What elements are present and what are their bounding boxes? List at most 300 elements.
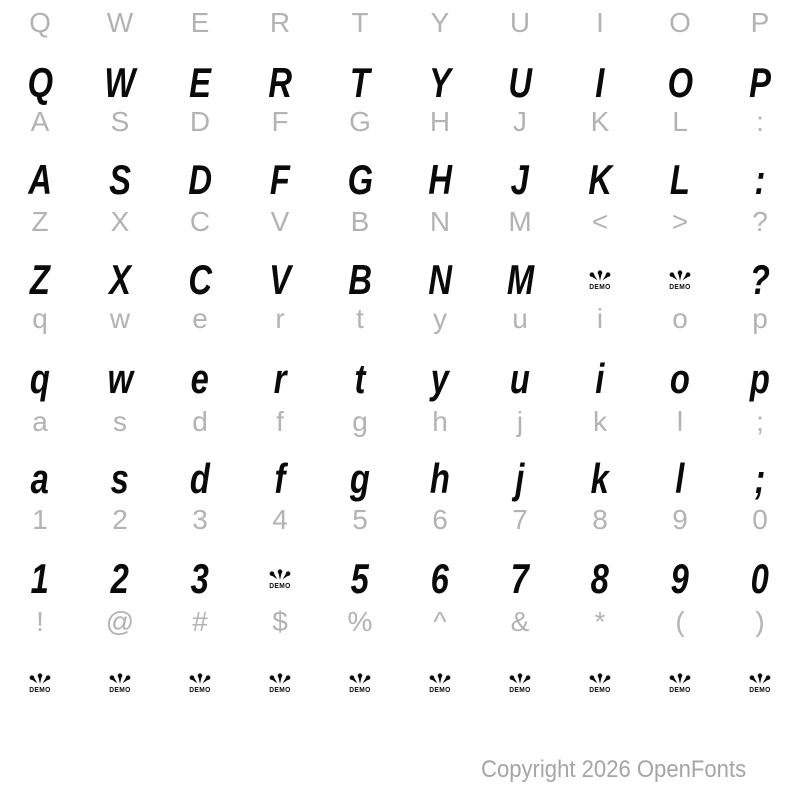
glyph-cell	[480, 354, 560, 404]
glyph: l	[676, 406, 684, 437]
glyph: C	[189, 206, 211, 237]
glyph: (	[675, 606, 685, 637]
glyph-cell	[80, 5, 160, 41]
glyph: e	[192, 303, 208, 334]
demo-ornament-icon	[267, 673, 293, 694]
glyph-cell	[160, 554, 240, 604]
glyph: g	[349, 455, 371, 502]
demo-label: DEMO	[669, 284, 691, 291]
glyph: r	[273, 355, 287, 402]
demo-label: DEMO	[269, 583, 291, 590]
glyph-cell	[560, 658, 640, 708]
glyph: R	[269, 7, 291, 38]
glyph: M	[508, 206, 532, 237]
glyph-cell	[0, 604, 80, 640]
demo-glyph-row	[0, 58, 800, 108]
glyph-cell	[720, 58, 800, 108]
glyph: ;	[756, 406, 764, 437]
glyph: T	[351, 7, 369, 38]
glyph-cell	[560, 502, 640, 538]
glyph-cell	[720, 658, 800, 708]
glyph-cell	[480, 58, 560, 108]
glyph: 4	[272, 504, 288, 535]
glyph-cell	[80, 204, 160, 240]
glyph: V	[270, 206, 290, 237]
glyph-cell	[640, 404, 720, 440]
glyph-cell	[640, 155, 720, 205]
glyph-cell	[80, 404, 160, 440]
glyph-cell	[80, 454, 160, 504]
glyph: t	[356, 303, 364, 334]
glyph: q	[29, 355, 51, 402]
glyph: Q	[27, 59, 53, 106]
glyph-cell	[0, 354, 80, 404]
glyph-cell	[160, 104, 240, 140]
glyph: P	[749, 59, 771, 106]
glyph-cell	[720, 204, 800, 240]
glyph: I	[596, 7, 604, 38]
glyph-cell	[480, 454, 560, 504]
glyph: H	[429, 106, 451, 137]
glyph: w	[107, 355, 133, 402]
glyph: :	[756, 106, 764, 137]
glyph-cell	[560, 604, 640, 640]
glyph: D	[189, 106, 211, 137]
glyph: 3	[192, 504, 208, 535]
demo-label: DEMO	[669, 687, 691, 694]
demo-glyph-row	[0, 454, 800, 504]
glyph: I	[595, 59, 605, 106]
glyph: J	[510, 156, 530, 203]
demo-ornament-icon	[107, 673, 133, 694]
glyph-cell	[480, 502, 560, 538]
glyph-cell	[480, 5, 560, 41]
glyph-cell	[400, 502, 480, 538]
glyph-cell	[560, 354, 640, 404]
glyph: 5	[352, 504, 368, 535]
glyph-cell	[480, 301, 560, 337]
glyph-cell	[480, 255, 560, 305]
glyph: U	[509, 7, 531, 38]
demo-ornament-icon	[587, 270, 613, 291]
glyph: ;	[754, 455, 766, 502]
glyph-cell	[320, 104, 400, 140]
glyph-cell	[160, 255, 240, 305]
glyph: V	[269, 256, 291, 303]
glyph-cell	[720, 155, 800, 205]
glyph-cell	[160, 354, 240, 404]
glyph-cell	[0, 404, 80, 440]
glyph-cell	[480, 104, 560, 140]
glyph: :	[754, 156, 766, 203]
demo-ornament-icon	[27, 673, 53, 694]
glyph: E	[190, 7, 210, 38]
demo-glyph-row	[0, 354, 800, 404]
glyph-cell	[240, 604, 320, 640]
glyph-cell	[160, 155, 240, 205]
glyph: p	[752, 303, 768, 334]
glyph: Q	[29, 7, 51, 38]
glyph-cell	[160, 5, 240, 41]
glyph-cell	[320, 658, 400, 708]
glyph: e	[190, 355, 210, 402]
glyph: >	[671, 206, 689, 237]
glyph-cell	[160, 454, 240, 504]
reference-glyph-row	[0, 404, 800, 440]
glyph: ^	[433, 606, 447, 637]
glyph-cell	[80, 354, 160, 404]
glyph-cell	[560, 104, 640, 140]
demo-glyph-row	[0, 554, 800, 604]
glyph-cell	[640, 454, 720, 504]
glyph-cell	[320, 404, 400, 440]
glyph-cell	[640, 554, 720, 604]
glyph-cell	[400, 58, 480, 108]
glyph: <	[591, 206, 609, 237]
glyph-cell	[560, 155, 640, 205]
glyph: o	[669, 355, 691, 402]
glyph-cell	[80, 58, 160, 108]
glyph: 5	[350, 555, 370, 602]
glyph-cell	[400, 204, 480, 240]
glyph-cell	[400, 5, 480, 41]
glyph-cell	[0, 658, 80, 708]
glyph-cell	[560, 301, 640, 337]
demo-ornament-icon	[187, 673, 213, 694]
glyph-cell	[560, 5, 640, 41]
glyph-cell	[240, 5, 320, 41]
glyph: s	[113, 406, 127, 437]
demo-ornament-icon	[507, 673, 533, 694]
glyph: G	[349, 106, 371, 137]
glyph: B	[350, 206, 370, 237]
glyph-cell	[560, 454, 640, 504]
demo-label: DEMO	[269, 687, 291, 694]
glyph: &	[510, 606, 530, 637]
reference-glyph-row	[0, 204, 800, 240]
glyph-cell	[480, 554, 560, 604]
glyph: F	[269, 156, 291, 203]
glyph-cell	[400, 301, 480, 337]
glyph: O	[669, 7, 691, 38]
glyph-cell	[640, 104, 720, 140]
glyph: o	[672, 303, 688, 334]
glyph-cell	[240, 255, 320, 305]
glyph: r	[275, 303, 285, 334]
glyph: E	[189, 59, 211, 106]
glyph: Y	[430, 7, 450, 38]
glyph-cell	[320, 502, 400, 538]
glyph: N	[429, 206, 451, 237]
glyph-cell	[240, 354, 320, 404]
glyph: u	[509, 355, 531, 402]
glyph-cell	[480, 204, 560, 240]
glyph: #	[192, 606, 208, 637]
demo-label: DEMO	[749, 687, 771, 694]
glyph: C	[188, 256, 212, 303]
reference-glyph-row	[0, 104, 800, 140]
glyph: R	[268, 59, 292, 106]
glyph: Z	[31, 206, 49, 237]
glyph-cell	[640, 5, 720, 41]
glyph: X	[110, 206, 130, 237]
glyph-cell	[560, 255, 640, 305]
glyph: P	[750, 7, 770, 38]
glyph-cell	[80, 155, 160, 205]
glyph-cell	[240, 58, 320, 108]
demo-ornament-icon	[587, 673, 613, 694]
demo-ornament-icon	[347, 673, 373, 694]
glyph: w	[109, 303, 131, 334]
glyph: j	[515, 455, 525, 502]
glyph: 3	[190, 555, 210, 602]
glyph-cell	[640, 604, 720, 640]
glyph-cell	[640, 502, 720, 538]
glyph: S	[109, 156, 131, 203]
glyph-cell	[0, 554, 80, 604]
glyph: M	[506, 256, 534, 303]
glyph: 0	[752, 504, 768, 535]
glyph: l	[675, 455, 685, 502]
glyph: k	[590, 455, 610, 502]
glyph: i	[596, 303, 604, 334]
glyph-cell	[560, 204, 640, 240]
glyph-cell	[640, 301, 720, 337]
glyph-cell	[0, 204, 80, 240]
glyph: 8	[592, 504, 608, 535]
glyph: 9	[672, 504, 688, 535]
demo-label: DEMO	[589, 284, 611, 291]
glyph-cell	[720, 454, 800, 504]
reference-glyph-row	[0, 502, 800, 538]
demo-glyph-row	[0, 155, 800, 205]
glyph-cell	[320, 604, 400, 640]
glyph-cell	[720, 604, 800, 640]
glyph-cell	[240, 658, 320, 708]
glyph-cell	[80, 301, 160, 337]
glyph: 8	[590, 555, 610, 602]
glyph: *	[594, 606, 606, 637]
glyph-cell	[320, 454, 400, 504]
glyph: y	[430, 355, 450, 402]
glyph-cell	[160, 604, 240, 640]
glyph-cell	[240, 301, 320, 337]
glyph-cell	[400, 658, 480, 708]
glyph: s	[110, 455, 130, 502]
reference-glyph-row	[0, 301, 800, 337]
glyph: H	[428, 156, 452, 203]
demo-glyph-row	[0, 658, 800, 708]
glyph-cell	[160, 204, 240, 240]
glyph: h	[429, 455, 451, 502]
reference-glyph-row	[0, 5, 800, 41]
demo-ornament-icon	[747, 673, 773, 694]
glyph-cell	[400, 454, 480, 504]
glyph: f	[274, 455, 286, 502]
glyph: @	[105, 606, 135, 637]
glyph-cell	[480, 658, 560, 708]
glyph-cell	[720, 301, 800, 337]
glyph: u	[512, 303, 528, 334]
glyph-cell	[720, 554, 800, 604]
glyph-cell	[640, 58, 720, 108]
glyph-cell	[0, 454, 80, 504]
glyph: O	[667, 59, 693, 106]
glyph-cell	[320, 301, 400, 337]
demo-label: DEMO	[349, 687, 371, 694]
glyph: S	[110, 106, 130, 137]
glyph-cell	[720, 354, 800, 404]
glyph: d	[189, 455, 211, 502]
glyph-cell	[240, 404, 320, 440]
glyph-cell	[80, 604, 160, 640]
glyph-cell	[720, 255, 800, 305]
glyph-cell	[480, 404, 560, 440]
glyph: A	[28, 156, 52, 203]
glyph-cell	[0, 502, 80, 538]
glyph-cell	[160, 58, 240, 108]
demo-glyph-row	[0, 255, 800, 305]
glyph-cell	[240, 502, 320, 538]
glyph: W	[104, 59, 136, 106]
glyph-cell	[320, 554, 400, 604]
glyph: 0	[750, 555, 770, 602]
glyph: !	[36, 606, 44, 637]
glyph: D	[188, 156, 212, 203]
glyph-cell	[160, 658, 240, 708]
glyph-cell	[640, 658, 720, 708]
glyph: 1	[30, 555, 50, 602]
glyph-cell	[0, 155, 80, 205]
glyph-cell	[560, 404, 640, 440]
glyph-cell	[400, 604, 480, 640]
glyph: f	[276, 406, 284, 437]
glyph-cell	[400, 554, 480, 604]
demo-ornament-icon	[427, 673, 453, 694]
demo-ornament-icon	[667, 270, 693, 291]
glyph: K	[588, 156, 612, 203]
glyph: t	[354, 355, 366, 402]
glyph: y	[433, 303, 447, 334]
glyph: $	[272, 606, 288, 637]
glyph-cell	[80, 554, 160, 604]
glyph-cell	[240, 454, 320, 504]
glyph-cell	[640, 255, 720, 305]
glyph: j	[516, 406, 524, 437]
glyph-cell	[560, 554, 640, 604]
glyph: Y	[429, 59, 451, 106]
glyph: 6	[432, 504, 448, 535]
glyph-cell	[720, 502, 800, 538]
demo-label: DEMO	[189, 687, 211, 694]
glyph-cell	[80, 104, 160, 140]
glyph: K	[590, 106, 610, 137]
glyph-cell	[320, 58, 400, 108]
glyph-cell	[240, 104, 320, 140]
glyph: g	[352, 406, 368, 437]
glyph-cell	[0, 5, 80, 41]
glyph: 9	[670, 555, 690, 602]
glyph: A	[30, 106, 50, 137]
glyph-cell	[320, 255, 400, 305]
glyph-cell	[480, 604, 560, 640]
glyph: 2	[110, 555, 130, 602]
glyph: L	[672, 106, 688, 137]
glyph-cell	[160, 502, 240, 538]
glyph: i	[595, 355, 605, 402]
glyph: a	[32, 406, 48, 437]
demo-ornament-icon	[667, 673, 693, 694]
glyph-cell	[400, 354, 480, 404]
glyph: d	[192, 406, 208, 437]
glyph: J	[513, 106, 527, 137]
demo-ornament-icon	[267, 569, 293, 590]
glyph: U	[508, 59, 532, 106]
glyph: a	[30, 455, 50, 502]
glyph: q	[32, 303, 48, 334]
glyph-cell	[720, 404, 800, 440]
glyph-cell	[320, 354, 400, 404]
demo-label: DEMO	[509, 687, 531, 694]
demo-label: DEMO	[29, 687, 51, 694]
glyph-cell	[400, 255, 480, 305]
glyph: %	[347, 606, 373, 637]
glyph: W	[106, 7, 134, 38]
glyph-cell	[480, 155, 560, 205]
glyph: 6	[430, 555, 450, 602]
glyph: h	[432, 406, 448, 437]
glyph-cell	[0, 104, 80, 140]
glyph-cell	[640, 354, 720, 404]
glyph-cell	[720, 5, 800, 41]
glyph-cell	[320, 155, 400, 205]
demo-label: DEMO	[109, 687, 131, 694]
glyph: 1	[32, 504, 48, 535]
glyph-cell	[400, 404, 480, 440]
glyph: ?	[749, 256, 771, 303]
glyph-cell	[80, 255, 160, 305]
glyph: B	[348, 256, 372, 303]
glyph: G	[347, 156, 373, 203]
glyph-cell	[400, 155, 480, 205]
glyph-cell	[240, 155, 320, 205]
glyph-cell	[320, 204, 400, 240]
glyph-cell	[640, 204, 720, 240]
glyph: F	[271, 106, 289, 137]
glyph-cell	[160, 301, 240, 337]
glyph-cell	[720, 104, 800, 140]
glyph: 7	[510, 555, 530, 602]
glyph: N	[428, 256, 452, 303]
glyph: 7	[512, 504, 528, 535]
glyph-cell	[240, 554, 320, 604]
glyph-cell	[560, 58, 640, 108]
glyph: L	[669, 156, 691, 203]
glyph: X	[109, 256, 131, 303]
glyph-cell	[0, 58, 80, 108]
demo-label: DEMO	[429, 687, 451, 694]
glyph: ?	[752, 206, 768, 237]
glyph: k	[593, 406, 607, 437]
copyright-text: Copyright 2026 OpenFonts	[481, 756, 747, 783]
glyph: 2	[112, 504, 128, 535]
glyph-cell	[0, 301, 80, 337]
demo-label: DEMO	[589, 687, 611, 694]
glyph-cell	[160, 404, 240, 440]
glyph-cell	[240, 204, 320, 240]
glyph: Z	[29, 256, 51, 303]
glyph: T	[349, 59, 371, 106]
